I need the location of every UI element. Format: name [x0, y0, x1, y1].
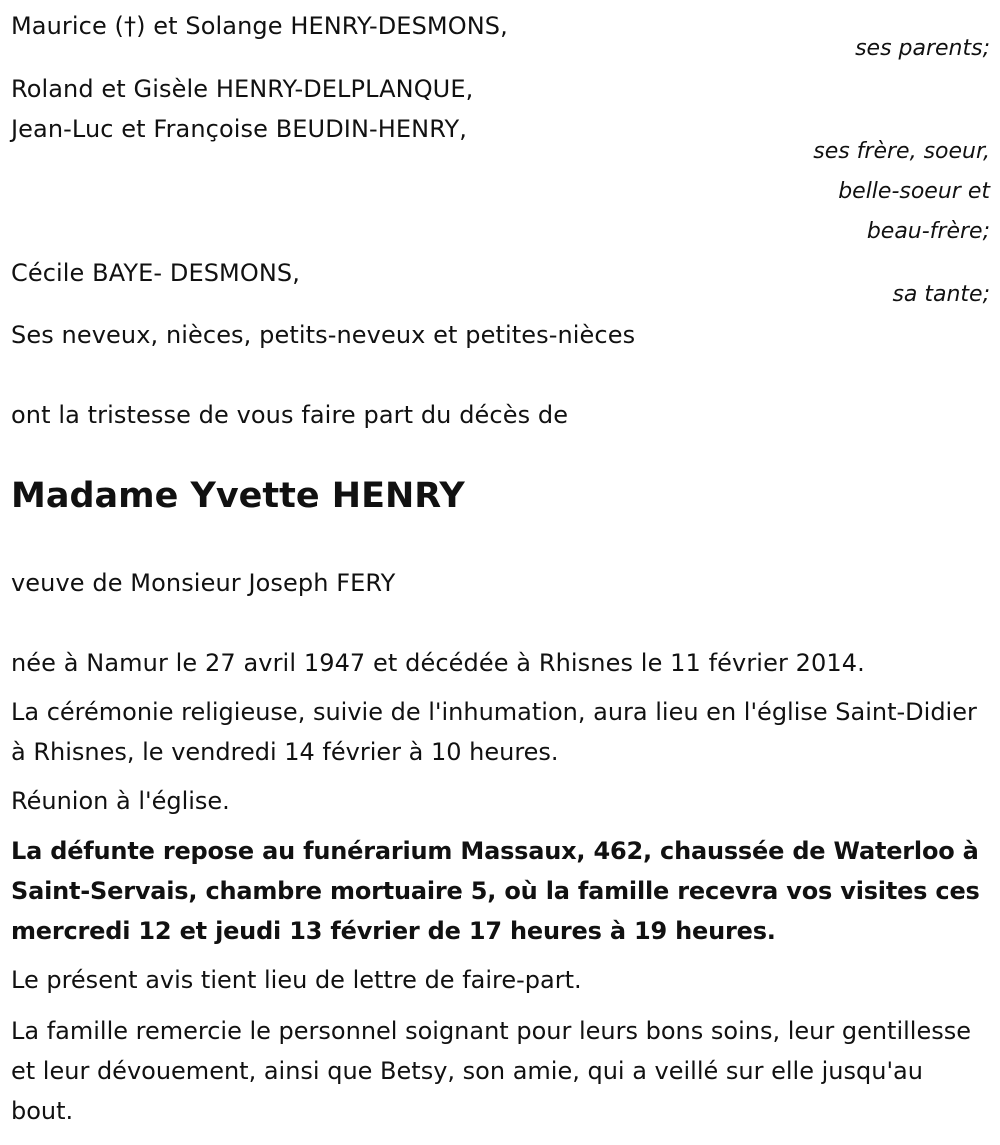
thanks-paragraph: La famille remercie le personnel soignant pour leurs bons soins, leur gentillesse et leur dévouement, ainsi que Betsy, son amie, qui a veillé sur elle jusqu'au bout. — [11, 1017, 972, 1125]
intro-line: ont la tristesse de vous faire part du décès de — [11, 401, 569, 429]
siblings-line-2: Jean-Luc et Françoise BEUDIN-HENRY, — [11, 115, 467, 143]
notice-line: Le présent avis tient lieu de lettre de faire-part. — [11, 966, 582, 994]
birth-death-line: née à Namur le 27 avril 1947 et décédée à Rhisnes le 11 février 2014. — [11, 649, 865, 677]
nephews-line: Ses neveux, nièces, petits-neveux et petites-nièces — [11, 321, 636, 349]
meeting-line: Réunion à l'église. — [11, 787, 230, 815]
parents-names: Maurice (†) et Solange HENRY-DESMONS, — [11, 12, 508, 40]
aunt-name: Cécile BAYE- DESMONS, — [11, 259, 300, 287]
parents-role: ses parents; — [855, 36, 990, 61]
siblings-role-line-3: beau-frère; — [866, 219, 990, 244]
siblings-role-line-1: ses frère, soeur, — [813, 139, 990, 164]
aunt-role: sa tante; — [892, 282, 990, 307]
widow-of-line: veuve de Monsieur Joseph FERY — [11, 569, 396, 597]
ceremony-paragraph: La cérémonie religieuse, suivie de l'inhumation, aura lieu en l'église Saint-Didier à Rhisnes, le vendredi 14 février à 10 heures. — [11, 698, 977, 766]
deceased-name: Madame Yvette HENRY — [11, 476, 465, 516]
siblings-role-line-2: belle-soeur et — [838, 179, 990, 204]
funeral-home-paragraph: La défunte repose au funérarium Massaux, 462, chaussée de Waterloo à Saint-Servais, chambre mortuaire 5, où la famille recevra vos visites ces mercredi 12 et jeudi 13 février de 17 heures à 19 heures. — [11, 837, 980, 945]
siblings-line-1: Roland et Gisèle HENRY-DELPLANQUE, — [11, 75, 474, 103]
